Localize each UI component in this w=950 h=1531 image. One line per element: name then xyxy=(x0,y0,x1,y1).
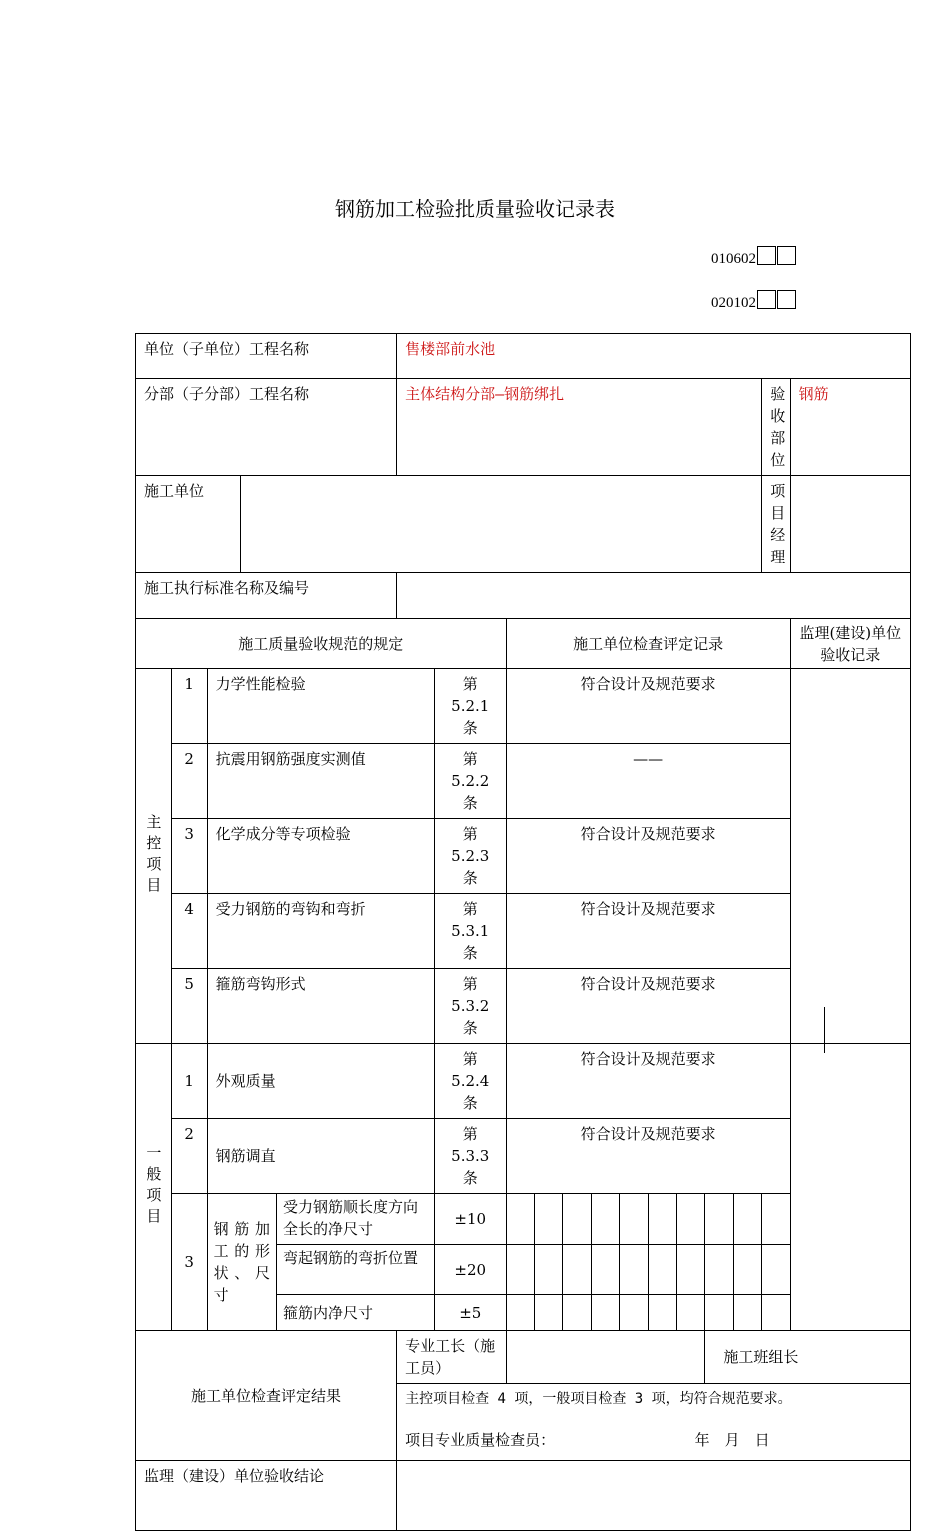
measure-cell[interactable] xyxy=(563,1194,591,1245)
main-control-row xyxy=(136,669,911,744)
measure-cell[interactable] xyxy=(591,1295,619,1331)
conclusion-text: 主控项目检查 4 项，一般项目检查 3 项，均符合规范要求。 xyxy=(405,1391,792,1407)
item-record[interactable]: 符合设计及规范要求 xyxy=(506,1044,790,1119)
team-leader-value[interactable] xyxy=(824,1007,911,1053)
measure-cell[interactable] xyxy=(676,1245,704,1295)
item-clause: 第 5.3.1 条 xyxy=(434,894,506,969)
measure-cell[interactable] xyxy=(762,1295,790,1331)
item-no: 4 xyxy=(171,894,207,969)
general-row xyxy=(136,1044,911,1119)
measure-cell[interactable] xyxy=(733,1245,761,1295)
measure-cell[interactable] xyxy=(620,1295,648,1331)
measure-cell[interactable] xyxy=(534,1245,562,1295)
row-foreman xyxy=(136,1331,911,1384)
measure-cell[interactable] xyxy=(762,1245,790,1295)
dimension-desc: 弯起钢筋的弯折位置 xyxy=(277,1245,435,1295)
measure-cell[interactable] xyxy=(648,1295,676,1331)
dimension-desc: 受力钢筋顺长度方向全长的净尺寸 xyxy=(277,1194,435,1245)
check-record-header: 施工单位检查评定记录 xyxy=(506,619,790,669)
sub-project-value[interactable]: 主体结构分部—钢筋绑扎 xyxy=(397,379,762,476)
row-supervisor xyxy=(136,1461,911,1531)
unit-project-value[interactable]: 售楼部前水池 xyxy=(397,334,911,379)
tolerance: ±5 xyxy=(434,1295,506,1331)
measure-cell[interactable] xyxy=(620,1194,648,1245)
supervisor-label: 监理（建设）单位验收结论 xyxy=(136,1461,397,1531)
result-label: 施工单位检查评定结果 xyxy=(136,1331,397,1461)
supervisor-value[interactable] xyxy=(397,1461,911,1531)
foreman-label: 专业工长（施工员） xyxy=(397,1331,506,1384)
inspector-line xyxy=(405,1430,902,1452)
row-unit-project xyxy=(136,334,911,379)
dimension-desc: 箍筋内净尺寸 xyxy=(277,1295,435,1331)
page-title: 钢筋加工检验批质量验收记录表 xyxy=(335,197,615,221)
measure-cell[interactable] xyxy=(648,1245,676,1295)
row-construction-unit xyxy=(136,476,911,573)
project-manager-value[interactable] xyxy=(790,476,910,573)
item-clause: 第 5.3.2 条 xyxy=(434,969,506,1044)
item-record[interactable]: 符合设计及规范要求 xyxy=(506,894,790,969)
tolerance: ±20 xyxy=(434,1245,506,1295)
item-name: 抗震用钢筋强度实测值 xyxy=(207,744,434,819)
row-standard xyxy=(136,573,911,619)
item-name: 力学性能检验 xyxy=(207,669,434,744)
item-no: 1 xyxy=(171,1044,207,1119)
tolerance: ±10 xyxy=(434,1194,506,1245)
item-record[interactable]: 符合设计及规范要求 xyxy=(506,819,790,894)
general-group-label: 一般项目 xyxy=(136,1044,172,1331)
conclusion-cell[interactable] xyxy=(397,1384,911,1461)
measure-cell[interactable] xyxy=(534,1194,562,1245)
item-no: 2 xyxy=(171,744,207,819)
measure-cell[interactable] xyxy=(676,1194,704,1245)
code-box[interactable] xyxy=(777,246,796,265)
item-clause: 第 5.3.3 条 xyxy=(434,1119,506,1194)
project-manager-label: 项目经理 xyxy=(762,476,790,573)
item-clause: 第 5.2.4 条 xyxy=(434,1044,506,1119)
form-code-1 xyxy=(711,246,796,268)
item-record[interactable]: —— xyxy=(506,744,790,819)
item-name: 外观质量 xyxy=(207,1044,434,1119)
measure-cell[interactable] xyxy=(591,1194,619,1245)
item-clause: 第 5.2.3 条 xyxy=(434,819,506,894)
measure-cell[interactable] xyxy=(676,1295,704,1331)
item-name: 化学成分等专项检验 xyxy=(207,819,434,894)
measure-cell[interactable] xyxy=(563,1245,591,1295)
measure-cell[interactable] xyxy=(534,1295,562,1331)
measure-cell[interactable] xyxy=(648,1194,676,1245)
row-sub-project xyxy=(136,379,911,476)
item-record[interactable]: 符合设计及规范要求 xyxy=(506,1119,790,1194)
code-box[interactable] xyxy=(757,290,776,309)
measure-cell[interactable] xyxy=(620,1245,648,1295)
item-name: 钢筋加工的形状、尺寸 xyxy=(207,1194,276,1331)
inspection-part-value[interactable]: 钢筋 xyxy=(790,379,910,476)
item-name: 箍筋弯钩形式 xyxy=(207,969,434,1044)
item-no: 3 xyxy=(171,1194,207,1331)
item-clause: 第 5.2.2 条 xyxy=(434,744,506,819)
item-name: 钢筋调直 xyxy=(207,1119,434,1194)
item-no: 1 xyxy=(171,669,207,744)
measure-cell[interactable] xyxy=(705,1295,733,1331)
date-label: 年 月 日 xyxy=(694,1433,770,1449)
form-code-2-text: 020102 xyxy=(711,295,756,311)
inspection-record-table xyxy=(135,333,911,1531)
measure-cell[interactable] xyxy=(506,1194,534,1245)
measure-cell[interactable] xyxy=(506,1245,534,1295)
measure-cell[interactable] xyxy=(733,1295,761,1331)
measure-cell[interactable] xyxy=(563,1295,591,1331)
item-no: 3 xyxy=(171,819,207,894)
general-supervisor-record[interactable] xyxy=(790,1044,910,1331)
construction-unit-value[interactable] xyxy=(241,476,762,573)
standard-value[interactable] xyxy=(397,573,911,619)
measure-cell[interactable] xyxy=(506,1295,534,1331)
item-record[interactable]: 符合设计及规范要求 xyxy=(506,669,790,744)
measure-cell[interactable] xyxy=(591,1245,619,1295)
code-box[interactable] xyxy=(757,246,776,265)
inspector-label: 项目专业质量检查员： xyxy=(405,1433,556,1449)
supervisor-record-header: 监理(建设)单位验收记录 xyxy=(790,619,910,669)
standard-label: 施工执行标准名称及编号 xyxy=(136,573,397,619)
form-code-2 xyxy=(711,290,796,312)
item-record[interactable]: 符合设计及规范要求 xyxy=(506,969,790,1044)
code-box[interactable] xyxy=(777,290,796,309)
measure-cell[interactable] xyxy=(705,1194,733,1245)
team-leader-label: 施工班组长 xyxy=(705,1331,911,1384)
inspection-part-label: 验收部位 xyxy=(762,379,790,476)
row-column-headers xyxy=(136,619,911,669)
measure-cell[interactable] xyxy=(762,1194,790,1245)
item-name: 受力钢筋的弯钩和弯折 xyxy=(207,894,434,969)
form-code-1-text: 010602 xyxy=(711,251,756,267)
unit-project-label: 单位（子单位）工程名称 xyxy=(136,334,397,379)
main-control-supervisor-record[interactable] xyxy=(790,669,910,1044)
item-no: 5 xyxy=(171,969,207,1044)
sub-project-label: 分部（子分部）工程名称 xyxy=(136,379,397,476)
spec-header: 施工质量验收规范的规定 xyxy=(136,619,507,669)
measure-cell[interactable] xyxy=(733,1194,761,1245)
item-no: 2 xyxy=(171,1119,207,1194)
construction-unit-label: 施工单位 xyxy=(136,476,241,573)
measure-cell[interactable] xyxy=(705,1245,733,1295)
item-clause: 第 5.2.1 条 xyxy=(434,669,506,744)
main-control-group-label: 主控项目 xyxy=(136,669,172,1044)
foreman-value[interactable] xyxy=(506,1331,705,1384)
